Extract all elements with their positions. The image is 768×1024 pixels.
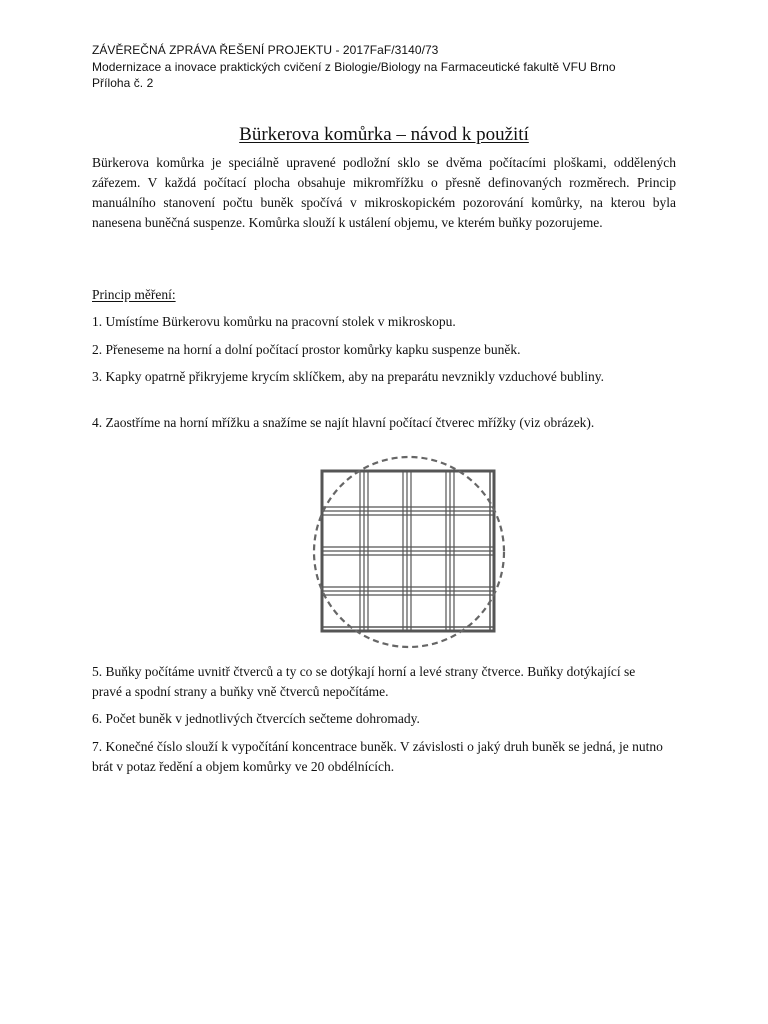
step-item: 2. Přeneseme na horní a dolní počítací prostor komůrky kapku suspenze buněk. [92,342,521,357]
field-of-view-circle [314,457,504,647]
header-report-title: ZÁVĚREČNÁ ZPRÁVA ŘEŠENÍ PROJEKTU - 2017FaF/3140/73 [92,43,439,57]
intro-paragraph: Bürkerova komůrka je speciálně upravené podložní sklo se dvěma počítacími ploškami, oddělených zářezem. V každá počítací plocha obsahuje mikromřížku o přesně definovaných rozměrech. Princip manuálního stanovení počtu buněk spočívá v mikroskopickém pozorování komůrky, na kterou byla nanesena buněčná suspenze. Komůrka slouží k ustálení objemu, ve kterém buňky pozorujeme. [92,155,676,230]
header-attachment-label: Příloha č. 2 [92,76,154,90]
counting-grid-figure [296,452,526,652]
step-item: 3. Kapky opatrně přikryjeme krycím sklíčkem, aby na preparátu nevznikly vzduchové bubliny. [92,369,604,384]
step-item: 4. Zaostříme na horní mřížku a snažíme se najít hlavní počítací čtverec mřížky (viz obrázek). [92,415,595,430]
grid-horizontal-lines [322,507,494,595]
step-item: 6. Počet buněk v jednotlivých čtvercích sečteme dohromady. [92,711,420,726]
step-item: 5. Buňky počítáme uvnitř čtverců a ty co se dotýkají horní a levé strany čtverce. Buňky dotýkající se pravé a spodní strany a buňky vně čtverců nepočítáme. [92,664,636,699]
counting-grid-illustration [296,452,526,652]
step-item: 7. Konečné číslo slouží k vypočítání koncentrace buněk. V závislosti o jaký druh buněk se jedná, je nutno brát v potaz ředění a objem komůrky ve 20 obdélnících. [92,739,663,774]
page-title: Bürkerova komůrka – návod k použití [239,124,529,145]
step-item: 1. Umístíme Bürkerovu komůrku na pracovní stolek v mikroskopu. [92,314,456,329]
section-heading: Princip měření: [92,287,176,302]
document-header [92,42,692,92]
header-project-name: Modernizace a inovace praktických cvičení z Biologie/Biology na Farmaceutické fakultě VFU Brno [92,59,616,74]
